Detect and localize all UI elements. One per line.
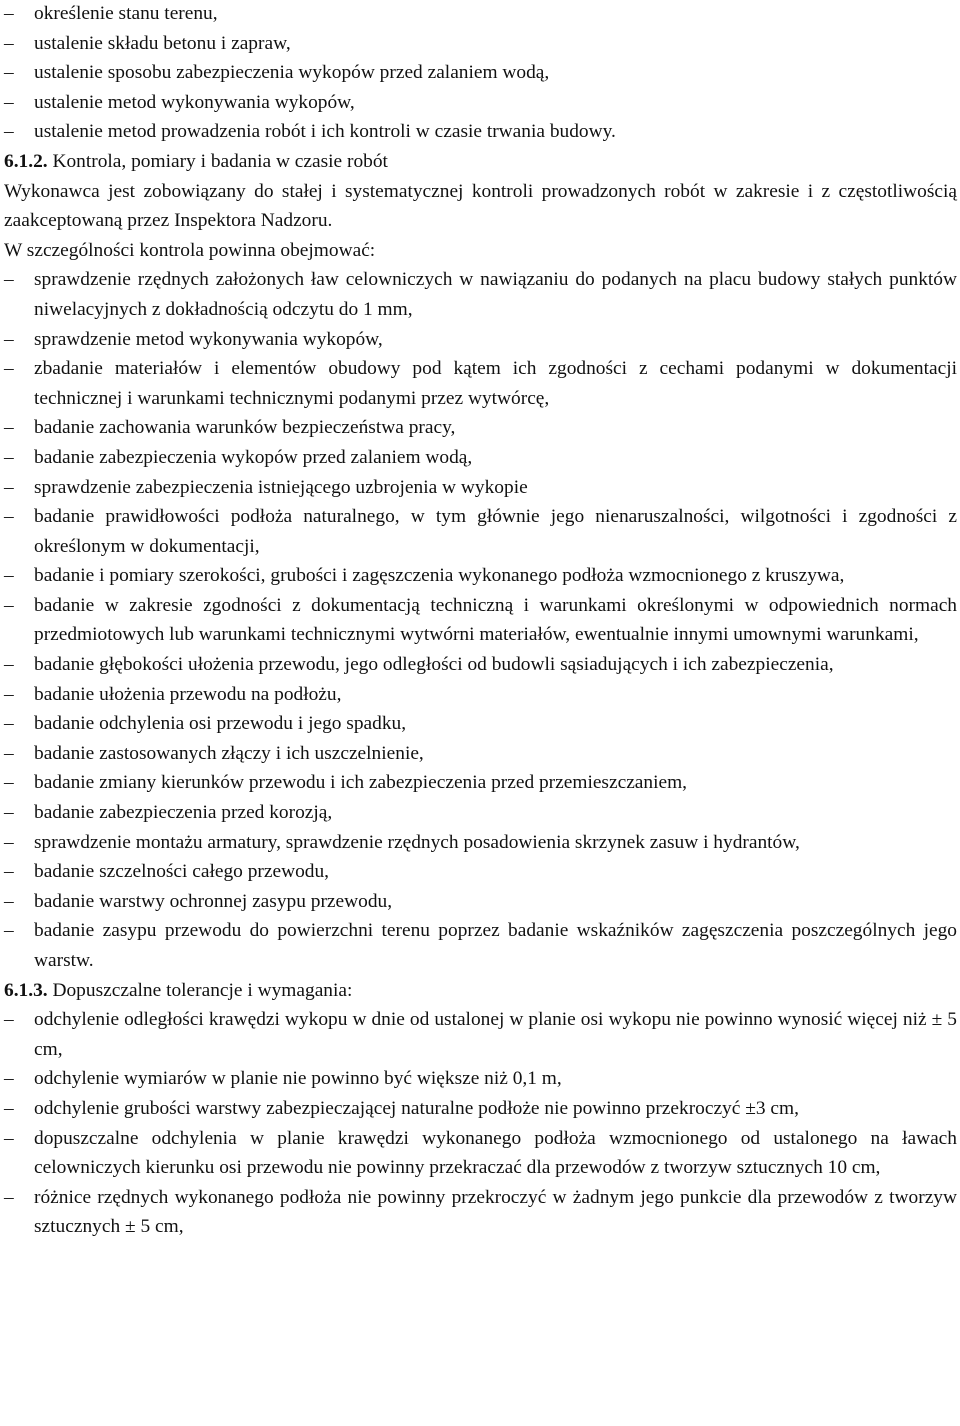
dash-bullet: – [4,1009,14,1031]
list-item [4,473,957,503]
list-item [4,857,957,887]
list-item [4,739,957,769]
section-number: 6.1.2. [4,150,48,172]
list-control-scope [4,265,957,975]
dash-bullet: – [4,91,14,113]
dash-bullet: – [4,417,14,439]
list-item [4,561,957,591]
dash-bullet: – [4,802,14,824]
list-item-text: badanie zasypu przewodu do powierzchni terenu poprzez badanie wskaźników zagęszczenia poszczególnych jego warstw. [34,920,957,971]
dash-bullet: – [4,1127,14,1149]
section-number: 6.1.3. [4,979,48,1001]
list-item-text: badanie zabezpieczenia wykopów przed zalaniem wodą, [34,446,473,468]
list-item-text: badanie zabezpieczenia przed korozją, [34,802,333,824]
list-item [4,58,957,88]
list-item-text: badanie i pomiary szerokości, grubości i zagęszczenia wykonanego podłoża wzmocnionego z kruszywa, [34,565,845,587]
list-item-text: badanie szczelności całego przewodu, [34,861,330,883]
list-item-text: określenie stanu terenu, [34,3,218,24]
dash-bullet: – [4,62,14,84]
list-item-text: ustalenie metod prowadzenia robót i ich kontroli w czasie trwania budowy. [34,121,616,143]
list-item-text: zbadanie materiałów i elementów obudowy pod kątem ich zgodności z cechami podanymi w dokumentacji technicznej i warunkami technicznymi podanymi przez wytwórcę, [34,358,957,409]
list-item-text: badanie zmiany kierunków przewodu i ich zabezpieczenia przed przemieszczaniem, [34,772,688,794]
list-item-text: sprawdzenie zabezpieczenia istniejącego uzbrojenia w wykopie [34,476,528,498]
list-item [4,354,957,413]
dash-bullet: – [4,654,14,676]
list-item [4,413,957,443]
list-item [4,1064,957,1094]
list-item-text: dopuszczalne odchylenia w planie krawędzi wykonanego podłoża wzmocnionego od ustalonego na ławach celowniczych kierunku osi przewodu nie powinny przekraczać dla przewodów z tworzyw sztucznych 10 cm, [34,1127,957,1179]
list-item-text: badanie ułożenia przewodu na podłożu, [34,683,342,705]
list-item [4,29,957,59]
list-item [4,1183,957,1242]
dash-bullet: – [4,683,14,705]
section-paragraph: Wykonawca jest zobowiązany do stałej i systematycznej kontroli prowadzonych robót w zakresie i z częstotliwością zaakceptowaną przez Inspektora Nadzoru. [4,180,957,232]
list-item [4,798,957,828]
list-item [4,887,957,917]
dash-bullet: – [4,32,14,54]
dash-bullet: – [4,269,14,291]
list-item-text: badanie odchylenia osi przewodu i jego spadku, [34,713,407,735]
dash-bullet: – [4,565,14,587]
list-item [4,0,957,29]
list-item-text: sprawdzenie rzędnych założonych ław celowniczych w nawiązaniu do podanych na placu budowy stałych punktów niwelacyjnych z dokładnością odczytu do 1 mm, [34,269,957,320]
list-item-text: badanie prawidłowości podłoża naturalnego, w tym głównie jego nienaruszalności, wilgotności i zgodności z określonym w dokumentacji, [34,506,957,557]
dash-bullet: – [4,3,14,24]
list-preliminary [4,0,957,147]
list-item [4,443,957,473]
list-item [4,1094,957,1124]
dash-bullet: – [4,121,14,143]
list-item [4,768,957,798]
dash-bullet: – [4,1097,14,1119]
dash-bullet: – [4,446,14,468]
list-item [4,916,957,975]
dash-bullet: – [4,772,14,794]
section-title: Kontrola, pomiary i badania w czasie robót [47,150,388,172]
dash-bullet: – [4,742,14,764]
list-item [4,1124,957,1183]
list-item-text: różnice rzędnych wykonanego podłoża nie powinny przekroczyć w żadnym jego punkcie dla przewodów z tworzyw sztucznych ± 5 cm, [34,1186,957,1238]
list-item [4,709,957,739]
section-heading-6-1-2 [4,147,957,177]
list-item-text: badanie zastosowanych złączy i ich uszczelnienie, [34,742,424,764]
list-item-text: odchylenie grubości warstwy zabezpieczającej naturalne podłoże nie powinno przekroczyć ±3 cm, [34,1097,799,1119]
dash-bullet: – [4,890,14,912]
dash-bullet: – [4,506,14,528]
list-item [4,1005,957,1064]
list-item-text: sprawdzenie montażu armatury, sprawdzenie rzędnych posadowienia skrzynek zasuw i hydrantów, [34,831,800,853]
dash-bullet: – [4,1186,14,1208]
list-item-text: badanie w zakresie zgodności z dokumentacją techniczną i warunkami określonymi w odpowiednich normach przedmiotowych lub warunkami technicznymi wytwórni materiałów, ewentualnie innymi umownymi warunkami, [34,594,957,646]
list-item-text: ustalenie metod wykonywania wykopów, [34,91,355,113]
section-title: Dopuszczalne tolerancje i wymagania: [47,979,353,1001]
list-item [4,591,957,650]
list-item-text: odchylenie odległości krawędzi wykopu w dnie od ustalonej w planie osi wykopu nie powinno wynosić więcej niż ± 5 cm, [34,1009,957,1060]
list-item [4,502,957,561]
list-item-text: ustalenie sposobu zabezpieczenia wykopów przed zalaniem wodą, [34,62,550,84]
section-intro: W szczególności kontrola powinna obejmować: [4,239,376,261]
list-item [4,680,957,710]
dash-bullet: – [4,831,14,853]
list-item [4,650,957,680]
dash-bullet: – [4,920,14,942]
dash-bullet: – [4,358,14,380]
dash-bullet: – [4,594,14,616]
list-item-text: badanie warstwy ochronnej zasypu przewodu, [34,890,393,912]
dash-bullet: – [4,861,14,883]
dash-bullet: – [4,476,14,498]
list-item-text: odchylenie wymiarów w planie nie powinno być większe niż 0,1 m, [34,1068,562,1090]
dash-bullet: – [4,713,14,735]
dash-bullet: – [4,1068,14,1090]
list-item [4,325,957,355]
dash-bullet: – [4,328,14,350]
list-item [4,88,957,118]
list-item-text: badanie zachowania warunków bezpieczeństwa pracy, [34,417,456,439]
list-tolerances [4,1005,957,1242]
section-heading-6-1-3 [4,976,957,1006]
list-item [4,117,957,147]
list-item [4,828,957,858]
list-item [4,265,957,324]
list-item-text: sprawdzenie metod wykonywania wykopów, [34,328,383,350]
list-item-text: badanie głębokości ułożenia przewodu, jego odległości od budowli sąsiadujących i ich zabezpieczenia, [34,654,834,676]
list-item-text: ustalenie składu betonu i zapraw, [34,32,291,54]
